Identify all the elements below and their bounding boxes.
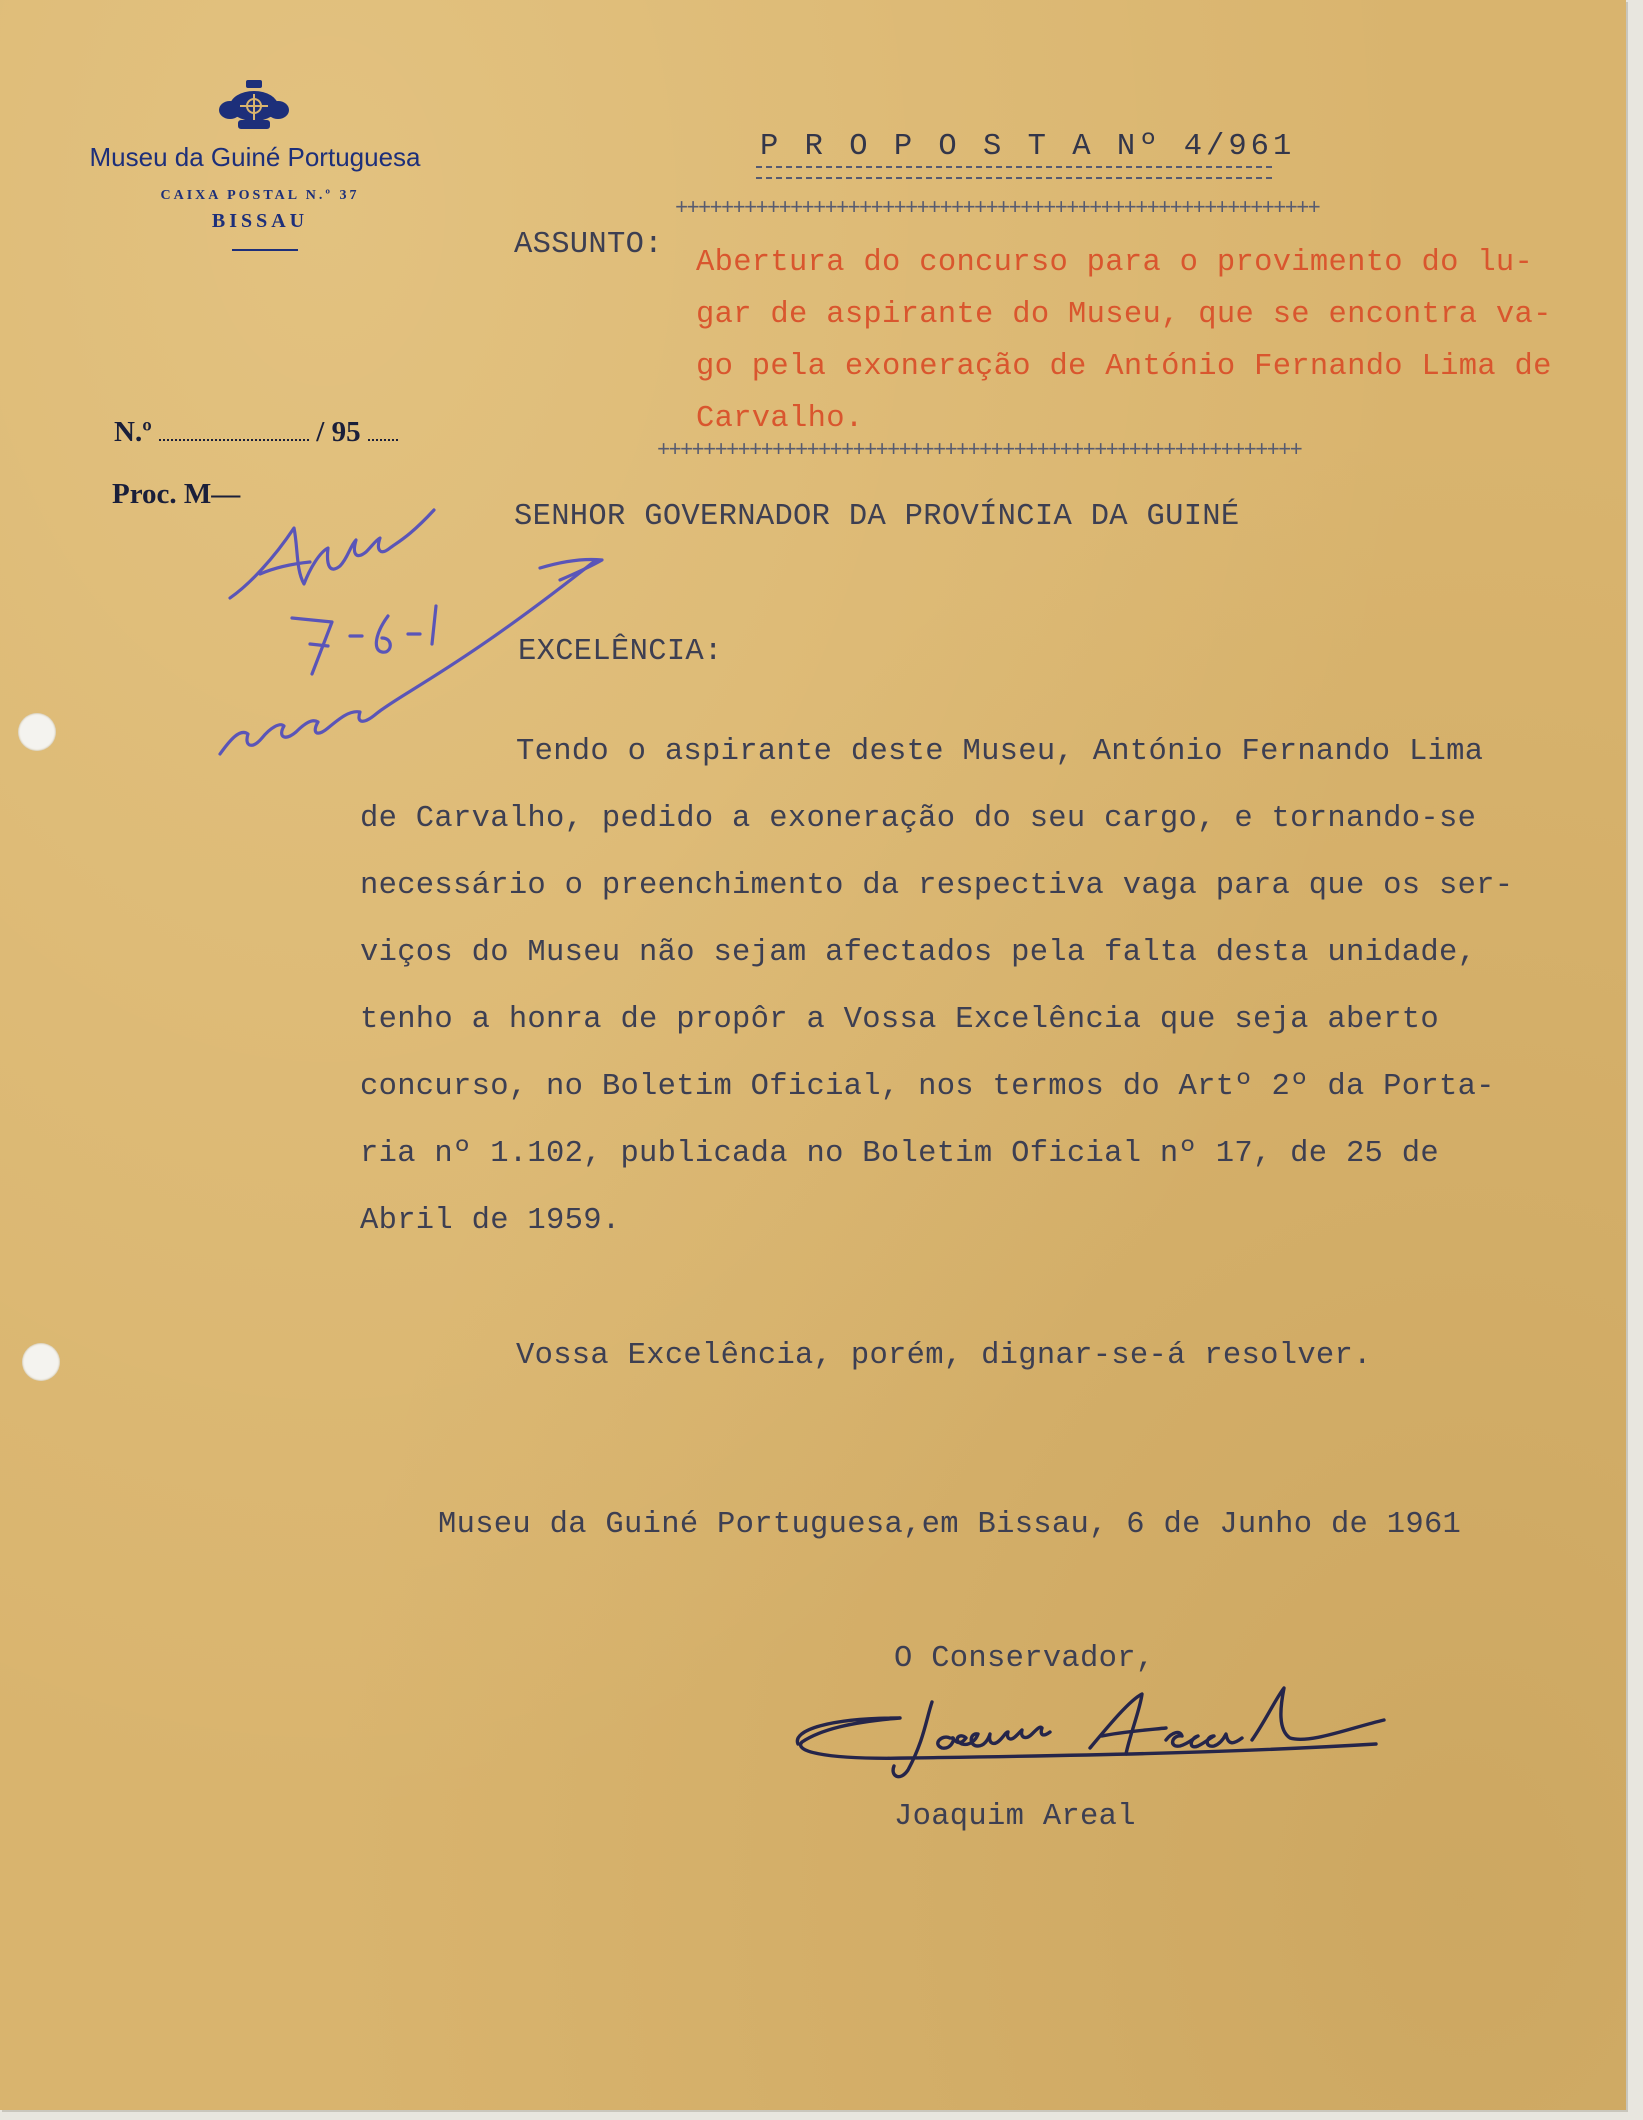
process-field: Proc. M—	[112, 478, 241, 510]
punch-hole-lower	[22, 1343, 60, 1381]
body-line-2: de Carvalho, pedido a exoneração do seu cargo, e tornando-se	[360, 802, 1477, 836]
separator-top: ++++++++++++++++++++++++++++++++++++++++++++++++++++++++	[675, 196, 1320, 221]
body-line-4: viços do Museu não sejam afectados pela falta desta unidade,	[360, 936, 1477, 970]
reference-number-field	[114, 416, 398, 449]
letterhead-po-box: CAIXA POSTAL N.º 37	[160, 188, 360, 203]
body-line-5: tenho a honra de propôr a Vossa Excelência que seja aberto	[360, 1003, 1439, 1037]
reference-number-label: N.º	[114, 416, 152, 448]
body-line-8: Abril de 1959.	[360, 1204, 621, 1238]
letterhead-city: BISSAU	[211, 210, 309, 232]
reference-number-tail	[368, 439, 398, 441]
body-line-6: concurso, no Boletim Oficial, nos termos do Artº 2º da Porta-	[360, 1070, 1495, 1104]
place-and-date: Museu da Guiné Portuguesa,em Bissau, 6 de Junho de 1961	[438, 1508, 1462, 1542]
addressee: SENHOR GOVERNADOR DA PROVÍNCIA DA GUINÉ	[514, 500, 1240, 534]
subject-label: ASSUNTO:	[514, 228, 663, 262]
signatory-name: Joaquim Areal	[894, 1800, 1136, 1834]
punch-hole-upper	[18, 713, 56, 751]
reference-number-blank	[159, 439, 309, 441]
letterhead-museum-name: Museu da Guiné Portuguesa	[89, 142, 421, 172]
reference-number-value: / 95	[316, 416, 361, 448]
subject-line-1: Abertura do concurso para o provimento do lu-	[696, 246, 1534, 280]
subject-line-4: Carvalho.	[696, 402, 864, 436]
body-line-1: Tendo o aspirante deste Museu, António Fernando Lima	[516, 735, 1484, 769]
separator-bottom: ++++++++++++++++++++++++++++++++++++++++++++++++++++++++	[657, 438, 1302, 463]
subject-line-2: gar de aspirante do Museu, que se encontra va-	[696, 298, 1552, 332]
letterhead-rule	[232, 249, 298, 251]
body-line-3: necessário o preenchimento da respectiva vaga para que os ser-	[360, 869, 1514, 903]
title-underline	[756, 166, 1272, 179]
salutation: EXCELÊNCIA:	[518, 635, 723, 669]
subject-line-3: go pela exoneração de António Fernando Lima de	[696, 350, 1552, 384]
body-line-7: ria nº 1.102, publicada no Boletim Oficial nº 17, de 25 de	[360, 1137, 1439, 1171]
signatory-title: O Conservador,	[894, 1642, 1155, 1676]
signature-image	[790, 1684, 1390, 1804]
museum-emblem-icon	[216, 76, 292, 138]
proposal-title: P R O P O S T A Nº 4/961	[760, 130, 1296, 164]
closing-sentence: Vossa Excelência, porém, dignar-se-á resolver.	[516, 1339, 1372, 1373]
